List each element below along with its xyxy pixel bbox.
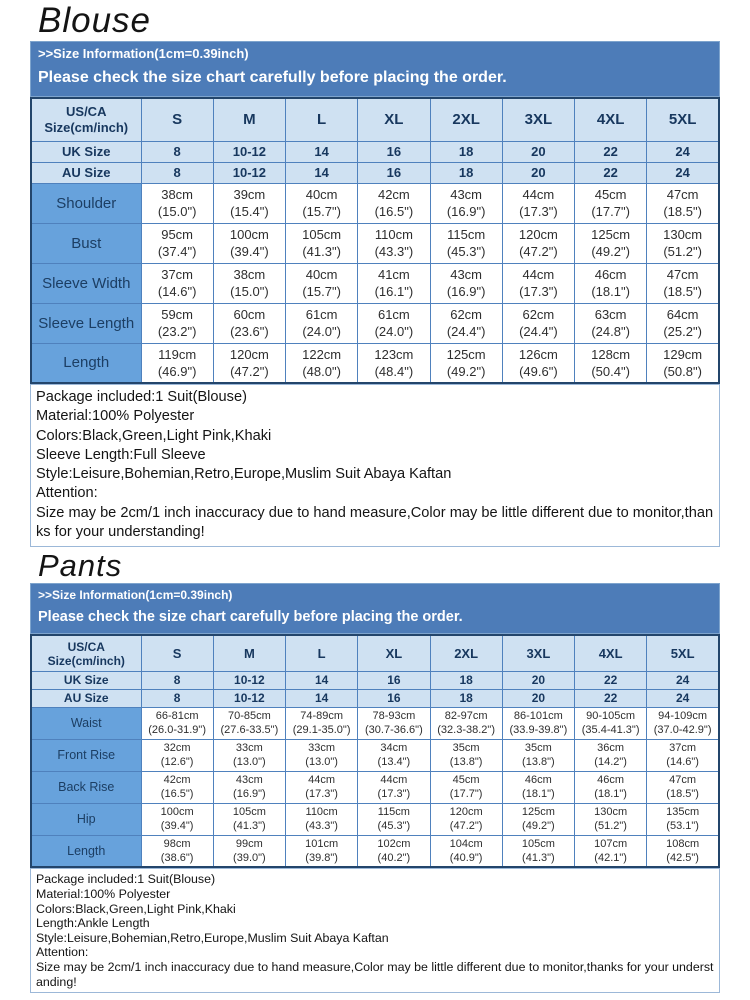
measurement-cell: 129cm (50.8") (647, 343, 719, 383)
measurement-cell: 82-97cm (32.3-38.2") (430, 707, 502, 739)
measurement-label: Bust (31, 223, 141, 263)
detail-line: Size may be 2cm/1 inch inaccuracy due to hand measure,Color may be little different due to monitor,thanks for your understanding! (36, 504, 714, 541)
pants-title: Pants (38, 548, 123, 584)
measurement-cell: 90-105cm (35.4-41.3") (575, 707, 647, 739)
measurement-label: Length (31, 343, 141, 383)
measurement-cell: 120cm (47.2") (502, 223, 574, 263)
size-conversion-cell: 16 (358, 162, 430, 183)
size-unit-header: US/CA Size(cm/inch) (31, 635, 141, 671)
size-info-label: >>Size Information(1cm=0.39inch) (38, 588, 233, 603)
blouse-size-info-banner (30, 41, 720, 97)
measurement-label: Sleeve Width (31, 263, 141, 303)
detail-line: Size may be 2cm/1 inch inaccuracy due to hand measure,Color may be little different due to monitor,thanks for your understanding! (36, 959, 714, 989)
size-conversion-cell: 14 (286, 671, 358, 689)
pants-details-block (30, 868, 720, 993)
size-conversion-cell: 24 (647, 141, 719, 162)
measurement-cell: 60cm (23.6") (213, 303, 285, 343)
measurement-cell: 46cm (18.1") (575, 263, 647, 303)
size-column-header: S (141, 98, 213, 141)
measurement-cell: 33cm (13.0") (213, 739, 285, 771)
size-conversion-cell: 24 (647, 671, 719, 689)
measurement-cell: 119cm (46.9") (141, 343, 213, 383)
size-column-header: XL (358, 98, 430, 141)
measurement-label: Length (31, 835, 141, 867)
measurement-cell: 33cm (13.0") (286, 739, 358, 771)
size-system-label: AU Size (31, 689, 141, 707)
measurement-cell: 99cm (39.0") (213, 835, 285, 867)
size-conversion-cell: 18 (430, 162, 502, 183)
size-unit-header: US/CA Size(cm/inch) (31, 98, 141, 141)
size-system-label: AU Size (31, 162, 141, 183)
size-column-header: 3XL (502, 98, 574, 141)
pants-section (30, 547, 720, 993)
detail-line: Sleeve Length:Full Sleeve (36, 446, 206, 463)
measurement-label: Front Rise (31, 739, 141, 771)
measurement-cell: 125cm (49.2") (502, 803, 574, 835)
size-check-warning: Please check the size chart carefully before placing the order. (38, 69, 507, 86)
blouse-size-table (30, 97, 720, 384)
size-system-label: UK Size (31, 671, 141, 689)
measurement-cell: 105cm (41.3") (502, 835, 574, 867)
measurement-cell: 107cm (42.1") (575, 835, 647, 867)
detail-line: Colors:Black,Green,Light Pink,Khaki (36, 427, 272, 444)
measurement-cell: 64cm (25.2") (647, 303, 719, 343)
measurement-cell: 98cm (38.6") (141, 835, 213, 867)
detail-line: Material:100% Polyester (36, 408, 195, 425)
measurement-label: Back Rise (31, 771, 141, 803)
measurement-cell: 44cm (17.3") (358, 771, 430, 803)
size-conversion-cell: 22 (575, 689, 647, 707)
pants-size-table (30, 634, 720, 868)
size-column-header: 5XL (647, 98, 719, 141)
measurement-cell: 35cm (13.8") (502, 739, 574, 771)
size-system-label: UK Size (31, 141, 141, 162)
measurement-cell: 110cm (43.3") (286, 803, 358, 835)
size-conversion-cell: 24 (647, 689, 719, 707)
measurement-cell: 78-93cm (30.7-36.6") (358, 707, 430, 739)
measurement-cell: 61cm (24.0") (286, 303, 358, 343)
measurement-cell: 115cm (45.3") (430, 223, 502, 263)
measurement-cell: 47cm (18.5") (647, 771, 719, 803)
size-conversion-cell: 8 (141, 141, 213, 162)
measurement-cell: 104cm (40.9") (430, 835, 502, 867)
measurement-cell: 94-109cm (37.0-42.9") (647, 707, 719, 739)
size-conversion-cell: 10-12 (213, 689, 285, 707)
measurement-cell: 41cm (16.1") (358, 263, 430, 303)
measurement-cell: 37cm (14.6") (141, 263, 213, 303)
measurement-cell: 45cm (17.7") (575, 183, 647, 223)
measurement-cell: 59cm (23.2") (141, 303, 213, 343)
measurement-label: Sleeve Length (31, 303, 141, 343)
measurement-cell: 120cm (47.2") (430, 803, 502, 835)
measurement-cell: 101cm (39.8") (286, 835, 358, 867)
measurement-cell: 105cm (41.3") (213, 803, 285, 835)
measurement-cell: 42cm (16.5") (141, 771, 213, 803)
measurement-cell: 46cm (18.1") (502, 771, 574, 803)
size-column-header: 5XL (647, 635, 719, 671)
measurement-cell: 122cm (48.0") (286, 343, 358, 383)
detail-line: Package included:1 Suit(Blouse) (36, 872, 216, 887)
detail-line: Material:100% Polyester (36, 886, 171, 901)
measurement-cell: 38cm (15.0") (141, 183, 213, 223)
measurement-cell: 130cm (51.2") (575, 803, 647, 835)
size-conversion-cell: 18 (430, 141, 502, 162)
measurement-cell: 63cm (24.8") (575, 303, 647, 343)
measurement-cell: 42cm (16.5") (358, 183, 430, 223)
measurement-cell: 125cm (49.2") (430, 343, 502, 383)
size-info-label: >>Size Information(1cm=0.39inch) (38, 46, 249, 61)
pants-size-info-banner (30, 583, 720, 634)
size-column-header: 4XL (575, 98, 647, 141)
size-conversion-cell: 10-12 (213, 141, 285, 162)
measurement-cell: 35cm (13.8") (430, 739, 502, 771)
size-conversion-cell: 10-12 (213, 671, 285, 689)
measurement-cell: 40cm (15.7") (286, 263, 358, 303)
measurement-label: Waist (31, 707, 141, 739)
measurement-cell: 135cm (53.1") (647, 803, 719, 835)
measurement-cell: 70-85cm (27.6-33.5") (213, 707, 285, 739)
measurement-cell: 86-101cm (33.9-39.8") (502, 707, 574, 739)
blouse-details-block (30, 384, 720, 547)
measurement-cell: 120cm (47.2") (213, 343, 285, 383)
size-conversion-cell: 22 (575, 671, 647, 689)
detail-line: Style:Leisure,Bohemian,Retro,Europe,Muslim Suit Abaya Kaftan (36, 466, 452, 483)
measurement-cell: 108cm (42.5") (647, 835, 719, 867)
measurement-cell: 38cm (15.0") (213, 263, 285, 303)
measurement-cell: 62cm (24.4") (502, 303, 574, 343)
measurement-cell: 47cm (18.5") (647, 183, 719, 223)
size-conversion-cell: 20 (502, 162, 574, 183)
measurement-cell: 40cm (15.7") (286, 183, 358, 223)
measurement-cell: 95cm (37.4") (141, 223, 213, 263)
measurement-cell: 105cm (41.3") (286, 223, 358, 263)
measurement-cell: 62cm (24.4") (430, 303, 502, 343)
measurement-cell: 47cm (18.5") (647, 263, 719, 303)
detail-line: Length:Ankle Length (36, 916, 150, 931)
size-conversion-cell: 16 (358, 689, 430, 707)
measurement-cell: 128cm (50.4") (575, 343, 647, 383)
size-conversion-cell: 22 (575, 162, 647, 183)
size-column-header: 2XL (430, 635, 502, 671)
detail-line: Style:Leisure,Bohemian,Retro,Europe,Muslim Suit Abaya Kaftan (36, 930, 389, 945)
measurement-cell: 61cm (24.0") (358, 303, 430, 343)
size-column-header: 2XL (430, 98, 502, 141)
size-conversion-cell: 14 (286, 141, 358, 162)
measurement-cell: 44cm (17.3") (502, 263, 574, 303)
size-column-header: M (213, 635, 285, 671)
size-conversion-cell: 16 (358, 671, 430, 689)
measurement-cell: 46cm (18.1") (575, 771, 647, 803)
measurement-cell: 43cm (16.9") (430, 183, 502, 223)
size-column-header: 4XL (575, 635, 647, 671)
detail-line: Colors:Black,Green,Light Pink,Khaki (36, 901, 236, 916)
measurement-cell: 102cm (40.2") (358, 835, 430, 867)
size-column-header: L (286, 98, 358, 141)
size-conversion-cell: 16 (358, 141, 430, 162)
size-conversion-cell: 14 (286, 162, 358, 183)
measurement-cell: 36cm (14.2") (575, 739, 647, 771)
blouse-title: Blouse (38, 1, 152, 40)
measurement-cell: 66-81cm (26.0-31.9") (141, 707, 213, 739)
size-conversion-cell: 14 (286, 689, 358, 707)
size-check-warning: Please check the size chart carefully before placing the order. (38, 609, 463, 626)
measurement-cell: 123cm (48.4") (358, 343, 430, 383)
size-column-header: M (213, 98, 285, 141)
measurement-cell: 43cm (16.9") (430, 263, 502, 303)
size-conversion-cell: 8 (141, 671, 213, 689)
measurement-label: Hip (31, 803, 141, 835)
measurement-cell: 32cm (12.6") (141, 739, 213, 771)
size-column-header: L (286, 635, 358, 671)
measurement-cell: 125cm (49.2") (575, 223, 647, 263)
measurement-cell: 34cm (13.4") (358, 739, 430, 771)
detail-line: Attention: (36, 485, 98, 502)
measurement-cell: 74-89cm (29.1-35.0") (286, 707, 358, 739)
measurement-cell: 43cm (16.9") (213, 771, 285, 803)
measurement-cell: 126cm (49.6") (502, 343, 574, 383)
measurement-cell: 45cm (17.7") (430, 771, 502, 803)
measurement-cell: 44cm (17.3") (286, 771, 358, 803)
size-conversion-cell: 20 (502, 671, 574, 689)
size-conversion-cell: 18 (430, 671, 502, 689)
measurement-cell: 130cm (51.2") (647, 223, 719, 263)
size-column-header: 3XL (502, 635, 574, 671)
size-conversion-cell: 24 (647, 162, 719, 183)
measurement-cell: 115cm (45.3") (358, 803, 430, 835)
detail-line: Attention: (36, 945, 89, 960)
size-conversion-cell: 20 (502, 141, 574, 162)
size-conversion-cell: 22 (575, 141, 647, 162)
detail-line: Package included:1 Suit(Blouse) (36, 389, 247, 405)
size-conversion-cell: 20 (502, 689, 574, 707)
measurement-label: Shoulder (31, 183, 141, 223)
measurement-cell: 100cm (39.4") (141, 803, 213, 835)
size-conversion-cell: 8 (141, 162, 213, 183)
measurement-cell: 44cm (17.3") (502, 183, 574, 223)
size-conversion-cell: 18 (430, 689, 502, 707)
measurement-cell: 39cm (15.4") (213, 183, 285, 223)
measurement-cell: 100cm (39.4") (213, 223, 285, 263)
size-column-header: S (141, 635, 213, 671)
size-conversion-cell: 10-12 (213, 162, 285, 183)
size-column-header: XL (358, 635, 430, 671)
size-conversion-cell: 8 (141, 689, 213, 707)
measurement-cell: 110cm (43.3") (358, 223, 430, 263)
measurement-cell: 37cm (14.6") (647, 739, 719, 771)
blouse-section (30, 1, 720, 547)
